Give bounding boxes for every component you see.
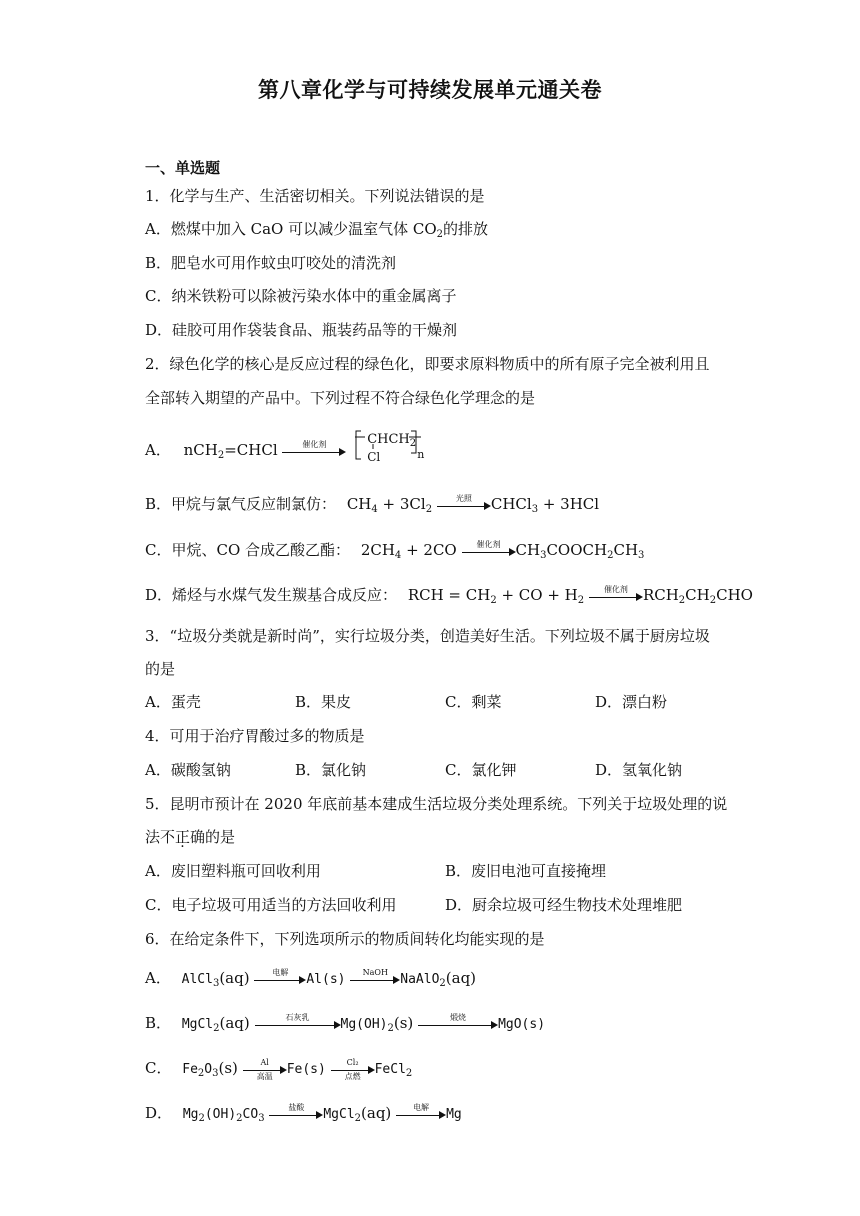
reaction-arrow: 催化剂 xyxy=(462,541,516,561)
page-title: 第八章化学与可持续发展单元通关卷 xyxy=(258,77,602,102)
q6-stem: 6．在给定条件下，下列选项所示的物质间转化均能实现的是 xyxy=(145,930,545,948)
reaction-arrow: 盐酸 xyxy=(269,1104,323,1124)
q5-option-c: C．电子垃圾可用适当的方法回收利用 xyxy=(145,896,397,914)
q3-option-d: D．漂白粉 xyxy=(595,693,668,711)
reaction-arrow: 光照 xyxy=(437,495,491,515)
q6-option-b: B． MgCl$_2$(aq) 石灰乳 $Mg(OH)_2(s)$ 煅烧 MgO(s) xyxy=(145,1013,546,1034)
q5-stem-line1: 5．昆明市预计在 2020 年底前基本建成生活垃圾分类处理系统。下列关于垃圾处理的说 xyxy=(145,795,728,813)
reaction-arrow: Cl₂ 点燃 xyxy=(331,1059,375,1079)
q2-option-d: D．烯烃与水煤气发生羰基合成反应： RCH = $CH_2$ + CO + $H_2$ 催化剂 $RCH_2CH_2CHO$ xyxy=(145,585,753,606)
reaction-arrow: 石灰乳 xyxy=(255,1014,341,1034)
q1-option-a: A．燃煤中加入 CaO 可以减少温室气体 $CO_2$的排放 xyxy=(145,220,489,240)
q2-option-a: A． nCH$_2$=CHCl 催化剂 $CHCH_2$ Cl n xyxy=(145,434,725,470)
q3-stem-line2: 的是 xyxy=(145,660,176,678)
q4-stem: 4．可用于治疗胃酸过多的物质是 xyxy=(145,727,365,745)
q5-stem-line2: 法不正确的是 xyxy=(145,828,236,846)
section-heading: 一、单选题 xyxy=(145,159,221,177)
q3-stem-line1: 3．“垃圾分类就是新时尚”，实行垃圾分类，创造美好生活。下列垃圾不属于厨房垃圾 xyxy=(145,627,710,645)
reaction-arrow: 煅烧 xyxy=(418,1014,498,1034)
q5-option-b: B．废旧电池可直接掩埋 xyxy=(445,862,607,880)
emphasis-dots: 不正确 xyxy=(160,828,206,846)
q6-option-d: D． $Mg_2(OH)_2CO_3$ 盐酸 MgCl$_2$(aq) 电解 Mg xyxy=(145,1103,462,1124)
q1-option-c: C．纳米铁粉可以除被污染水体中的重金属离子 xyxy=(145,287,457,305)
q4-option-a: A．碳酸氢钠 xyxy=(145,761,231,779)
polymer-structure: $CHCH_2$ Cl n xyxy=(351,428,431,462)
q3-option-b: B．果皮 xyxy=(295,693,352,711)
q5-option-d: D．厨余垃圾可经生物技术处理堆肥 xyxy=(445,896,683,914)
q6-option-a: A． AlCl$_3$(aq) 电解 Al(s) NaOH NaAlO$_2$(aq) xyxy=(145,968,477,989)
q1-option-b: B．肥皂水可用作蚊虫叮咬处的清洗剂 xyxy=(145,254,397,272)
q4-option-c: C．氯化钾 xyxy=(445,761,517,779)
q2-stem-line2: 全部转入期望的产品中。下列过程不符合绿色化学理念的是 xyxy=(145,389,536,407)
q5-option-a: A．废旧塑料瓶可回收利用 xyxy=(145,862,321,880)
reaction-arrow: 电解 xyxy=(254,969,306,989)
reaction-arrow: 催化剂 xyxy=(589,586,643,606)
q3-option-c: C．剩菜 xyxy=(445,693,502,711)
q1-stem: 1．化学与生产、生活密切相关。下列说法错误的是 xyxy=(145,187,485,205)
q1-option-d: D．硅胶可用作袋装食品、瓶装药品等的干燥剂 xyxy=(145,321,458,339)
q2-option-b: B．甲烷与氯气反应制氯仿： $CH_4 + 3Cl_2$ 光照 CHCl$_3$ + 3HCl xyxy=(145,494,600,515)
q6-option-c: C． $Fe_2O_3(s)$ Al 高温 Fe(s) Cl₂ 点燃 FeCl$_2$ xyxy=(145,1058,413,1081)
reaction-arrow: 电解 xyxy=(396,1104,446,1124)
q2-stem-line1: 2．绿色化学的核心是反应过程的绿色化，即要求原料物质中的所有原子完全被利用且 xyxy=(145,355,710,373)
q2-option-c: C．甲烷、CO 合成乙酸乙酯： $2CH_4 + 2CO$ 催化剂 $CH_3COOCH_2CH_3$ xyxy=(145,540,645,561)
reaction-arrow: NaOH xyxy=(350,969,400,989)
q4-option-d: D．氢氧化钠 xyxy=(595,761,683,779)
q3-option-a: A．蛋壳 xyxy=(145,693,201,711)
reaction-arrow: 催化剂 xyxy=(282,441,346,461)
reaction-arrow: Al 高温 xyxy=(243,1059,287,1079)
q4-option-b: B．氯化钠 xyxy=(295,761,367,779)
